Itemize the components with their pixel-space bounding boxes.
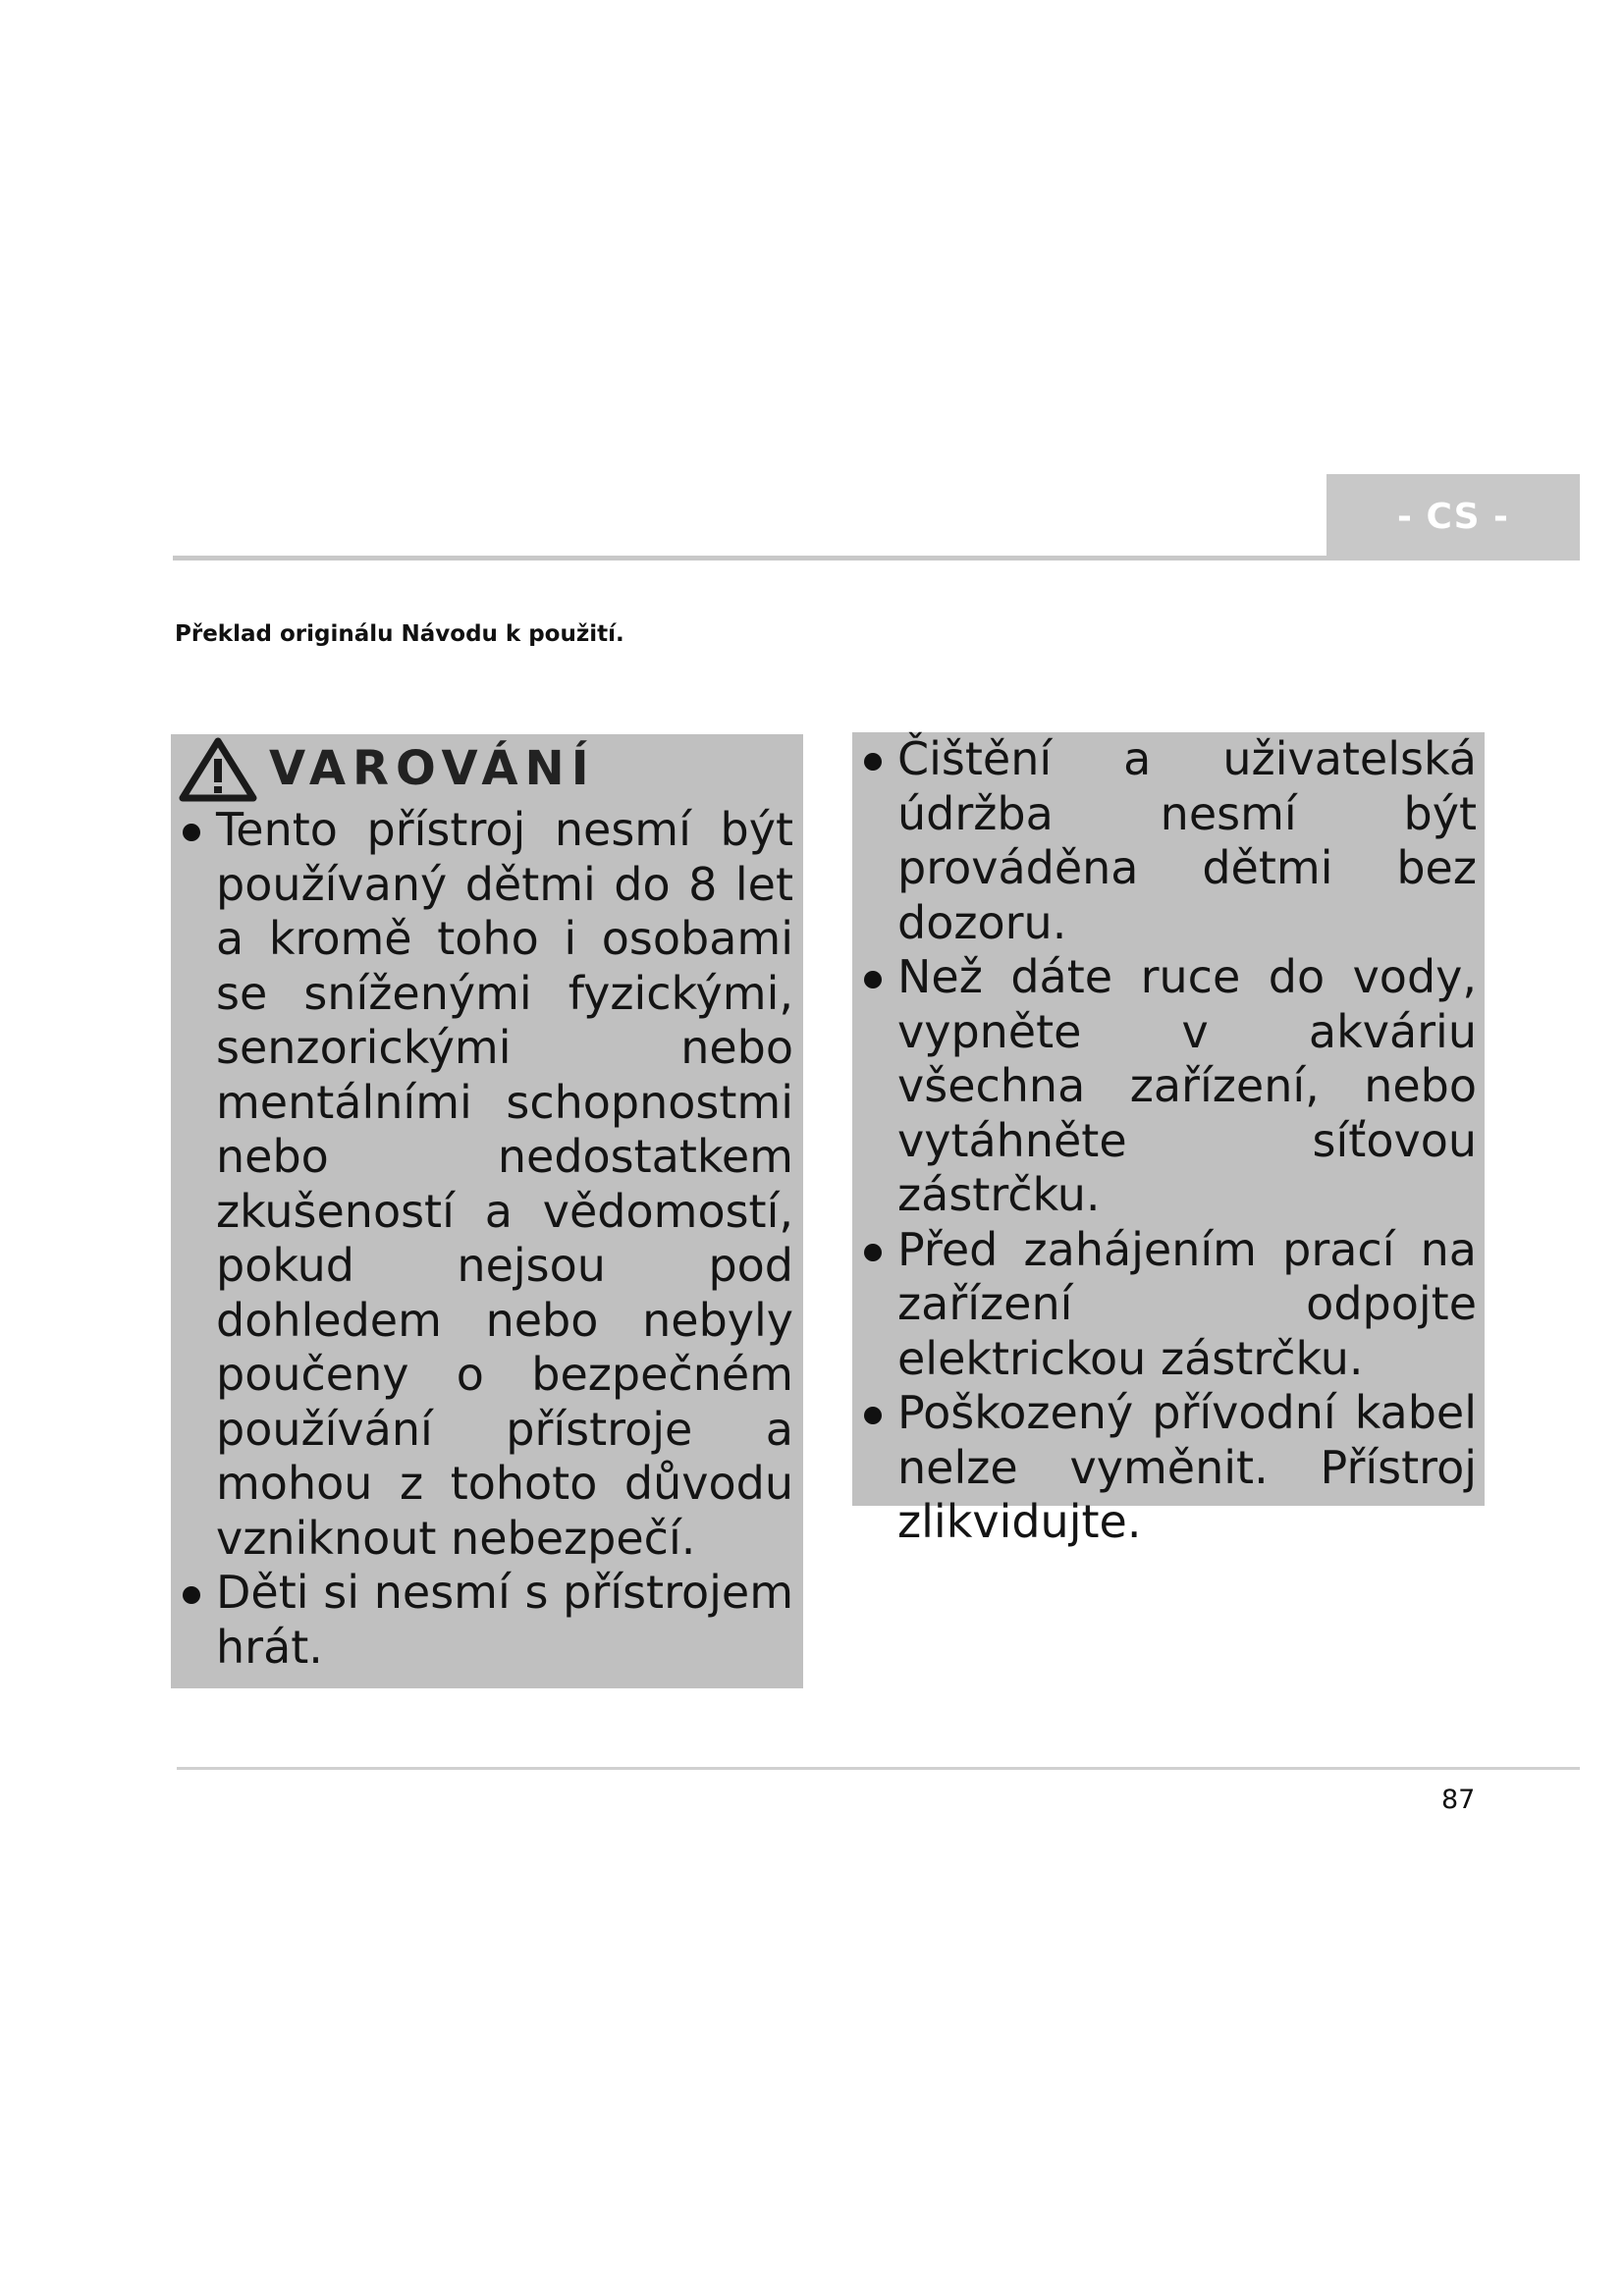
warning-item bbox=[860, 950, 1477, 1223]
warning-item-text: Před zahájením prací na zařízení odpojte elektrickou zástrčku. bbox=[897, 1222, 1477, 1385]
header-divider bbox=[173, 556, 1580, 561]
document-subtitle: Překlad originálu Návodu k použití. bbox=[175, 621, 624, 647]
warning-item bbox=[860, 732, 1477, 950]
warning-item bbox=[179, 1566, 793, 1675]
warning-list-right bbox=[860, 732, 1477, 1550]
warning-item-text: Děti si nesmí s přístrojem hrát. bbox=[216, 1566, 793, 1674]
warning-item-text: Čištění a uživatelská údržba nesmí být prováděna dětmi bez dozoru. bbox=[897, 732, 1477, 949]
warning-item-text: Poškozený přívodní kabel nelze vyměnit. Přístroj zlikvidujte. bbox=[897, 1386, 1477, 1548]
warning-item bbox=[860, 1223, 1477, 1387]
warning-box-left bbox=[171, 734, 803, 1688]
warning-heading bbox=[179, 736, 793, 803]
footer-divider bbox=[177, 1767, 1580, 1770]
warning-item-text: Tento přístroj nesmí být používaný dětmi do 8 let a kromě toho i osobami se sníženými fyzickými, senzorickými nebo mentálními schopnostmi nebo nedostatkem zkušeností a vědomostí, pokud nejsou pod dohledem nebo nebyly poučeny o bezpečném používání přístroje a mohou z tohoto důvodu vzniknout nebezpečí. bbox=[216, 803, 793, 1565]
language-tab bbox=[1326, 474, 1580, 560]
warning-item bbox=[860, 1386, 1477, 1550]
language-tab-label: - CS - bbox=[1397, 497, 1509, 537]
warning-triangle-icon bbox=[179, 737, 257, 802]
page-number: 87 bbox=[1441, 1785, 1476, 1815]
warning-item-text: Než dáte ruce do vody, vypněte v akváriu všechna zařízení, nebo vytáhněte síťovou zástrčku. bbox=[897, 950, 1477, 1221]
warning-heading-label: VAROVÁNÍ bbox=[269, 741, 596, 797]
warning-box-right bbox=[852, 732, 1485, 1548]
warning-list-left bbox=[179, 803, 793, 1675]
warning-item bbox=[179, 803, 793, 1566]
